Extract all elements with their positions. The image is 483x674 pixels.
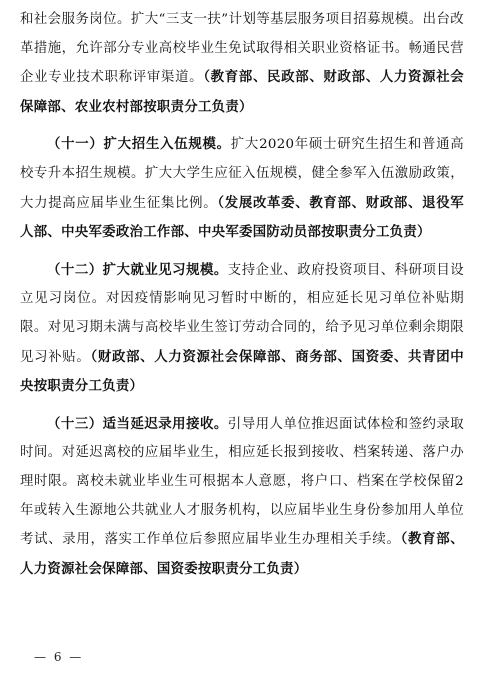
paragraph-item-13 [20, 410, 464, 585]
paragraph-body: 支持企业、政府投资项目、科研项目设立见习岗位。对因疫情影响见习暂时中断的，相应延长见习单位补贴期限。对见习期未满与高校毕业生签订劳动合同的，给予见习单位剩余期限见习补贴。 [20, 262, 464, 365]
document-page [20, 6, 464, 584]
paragraph-item-12 [20, 256, 464, 402]
paragraph-body: 引导用人单位推迟面试体检和签约录取时间。对延迟离校的应届毕业生，相应延长报到接收、档案转递、落户办理时限。离校未就业毕业生可根据本人意愿，将户口、档案在学校保留2年或转入生源地公共就业人才服务机构，以应届毕业生身份参加用人单位考试、录用，落实工作单位后参照应届毕业生办理相关手续。 [20, 416, 464, 548]
responsibility-note: （教育部、人力资源社会保障部、国资委按职责分工负责） [20, 531, 464, 577]
item-heading: （十三）适当延迟录用接收。 [47, 415, 228, 432]
paragraph-body: 和社会服务岗位。扩大“三支一扶”计划等基层服务项目招募规模。出台改革措施，允许部分专业高校毕业生免试取得相关职业资格证书。畅通民营企业专业技术职称评审渠道。 [20, 12, 464, 86]
paragraph-item-11 [20, 130, 464, 247]
responsibility-note: （财政部、人力资源社会保障部、商务部、国资委、共青团中央按职责分工负责） [20, 348, 464, 395]
item-heading: （十一）扩大招生入伍规模。 [47, 136, 231, 153]
paragraph-continuation [20, 6, 464, 122]
paragraph-body: 扩大2020年硕士研究生招生和普通高校专升本招生规模。扩大大学生应征入伍规模，健全参军入伍激励政策，大力提高应届毕业生征集比例。 [20, 137, 464, 211]
page-number: — 6 — [34, 650, 84, 664]
responsibility-note: （教育部、民政部、财政部、人力资源社会保障部、农业农村部按职责分工负责） [20, 69, 464, 115]
responsibility-note: （发展改革委、教育部、财政部、退役军人部、中央军委政治工作部、中央军委国防动员部按职责分工负责） [20, 194, 464, 241]
item-heading: （十二）扩大就业见习规模。 [47, 261, 228, 278]
